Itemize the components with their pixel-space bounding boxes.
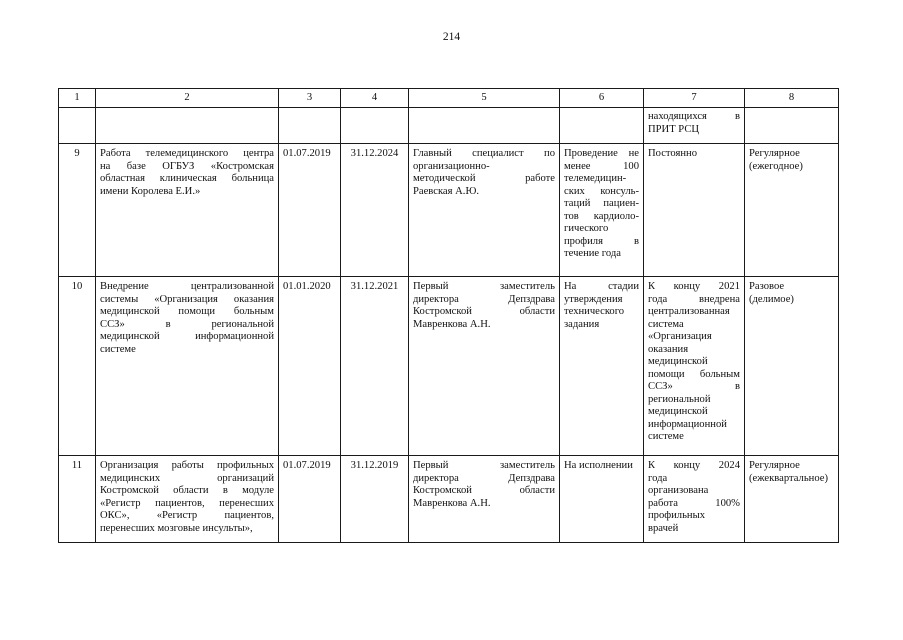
start-date-cell: 01.07.2019 [279,456,341,543]
column-header: 3 [279,89,341,108]
table-row [59,144,839,277]
text-line: Костромской области [413,306,555,317]
responsible-cell [409,277,560,456]
text-line: ских консуль- [564,185,639,197]
event-type-cell [745,456,839,543]
text-line: областная клиническая больница [100,173,274,184]
text-line: Организация работы профильных [100,460,274,471]
text-line: течение года [564,248,621,259]
text-line: года внедрена [648,293,740,305]
text-line: находящихся в [648,111,740,122]
result-cell [560,277,644,456]
text-line: организована [648,485,709,496]
text-line: имени Королева Е.И.» [100,185,201,197]
text-line: медицинской [648,406,708,417]
text-line: Первый заместитель [413,281,555,292]
text-line: помощи больным [648,368,740,380]
text-line: «Регистр пациентов, перенесших [100,497,274,509]
text-line: региональной [648,393,711,405]
text-line: ССЗ» в [648,381,740,392]
text-line: К концу 2021 [648,281,740,292]
text-line: медицинской помощи больным [100,306,274,317]
end-date-cell: 31.12.2024 [341,144,409,277]
text-line: Регулярное [749,148,800,159]
row-number-cell: 9 [59,144,96,277]
text-line: Главный специалист по [413,148,555,159]
text-line: телемедицин- [564,173,627,184]
start-date-cell: 01.07.2019 [279,144,341,277]
text-line: системы «Организация оказания [100,293,274,305]
text-line: таций пациен- [564,198,639,209]
text-line: ССЗ» в региональной [100,318,274,330]
text-line: профиля в [564,235,639,247]
event-type-cell [745,277,839,456]
text-line: Мавренкова А.Н. [413,318,491,330]
column-header: 8 [745,89,839,108]
empty-cell [96,108,279,144]
column-header: 2 [96,89,279,108]
text-line: Постоянно [648,148,698,159]
text-line: На исполнении [564,460,633,471]
column-header-row [59,89,839,108]
text-line: Разовое [749,281,785,292]
end-date-cell: 31.12.2019 [341,456,409,543]
text-line: оказания [648,343,689,355]
column-header: 7 [644,89,745,108]
result-cell [560,144,644,277]
text-line: Костромской области в модуле [100,485,274,496]
text-line: задания [564,318,600,330]
text-line: работа 100% [648,497,740,509]
text-line: информационной [648,418,727,430]
text-line: система [648,318,684,330]
page-number: 214 [442,31,461,43]
text-line: централизованная [648,306,730,317]
text-line: перенесших мозговые инсульты», [100,522,253,534]
text-line: Регулярное [749,460,800,471]
column-header: 5 [409,89,560,108]
column-header: 4 [341,89,409,108]
start-date-cell: 01.01.2020 [279,277,341,456]
empty-cell [341,108,409,144]
table-row [59,456,839,543]
text-line: Внедрение централизованной [100,281,274,292]
continuation-indicator-cell [644,108,745,144]
text-line: на базе ОГБУЗ «Костромская [100,160,274,172]
event-type-cell [745,144,839,277]
text-line: организационно- [413,160,490,172]
text-line: Костромской области [413,485,555,496]
plan-table [58,88,839,543]
responsible-cell [409,144,560,277]
indicator-cell [644,456,745,543]
text-line: Проведение не [564,148,639,159]
text-line: Раевская А.Ю. [413,185,479,197]
empty-cell [59,108,96,144]
text-line: врачей [648,522,679,534]
text-line: методической работе [413,173,555,184]
empty-cell [745,108,839,144]
text-line: технического [564,306,625,317]
activity-cell [96,456,279,543]
text-line: (делимое) [749,293,794,305]
empty-cell [409,108,560,144]
text-line: Работа телемедицинского центра [100,148,274,159]
text-line: профильных [648,510,705,521]
activity-cell [96,144,279,277]
result-cell [560,456,644,543]
text-line: (ежегодное) [749,160,803,172]
text-line: тов кардиоло- [564,210,639,222]
column-header: 6 [560,89,644,108]
text-line: года [648,472,668,484]
row-number-cell: 10 [59,277,96,456]
responsible-cell [409,456,560,543]
text-line: медицинских организаций [100,472,274,484]
text-line: ПРИТ РСЦ [648,123,700,135]
text-line: системе [648,431,684,442]
empty-cell [560,108,644,144]
empty-cell [279,108,341,144]
text-line: Мавренкова А.Н. [413,497,491,509]
text-line: Первый заместитель [413,460,555,471]
text-line: медицинской [648,356,708,367]
indicator-cell [644,277,745,456]
text-line: «Организация [648,331,712,342]
text-line: гического [564,223,609,234]
end-date-cell: 31.12.2021 [341,277,409,456]
text-line: медицинской информационной [100,331,274,342]
text-line: утверждения [564,293,623,305]
text-line: На стадии [564,281,639,292]
row-number-cell: 11 [59,456,96,543]
text-line: директора Депздрава [413,472,555,484]
column-header: 1 [59,89,96,108]
activity-cell [96,277,279,456]
text-line: директора Депздрава [413,293,555,305]
text-line: ОКС», «Регистр пациентов, [100,510,274,521]
text-line: (ежеквартальное) [749,472,828,484]
table-row [59,277,839,456]
continuation-row [59,108,839,144]
indicator-cell [644,144,745,277]
text-line: менее 100 [564,160,639,172]
text-line: системе [100,343,136,355]
text-line: К концу 2024 [648,460,740,471]
